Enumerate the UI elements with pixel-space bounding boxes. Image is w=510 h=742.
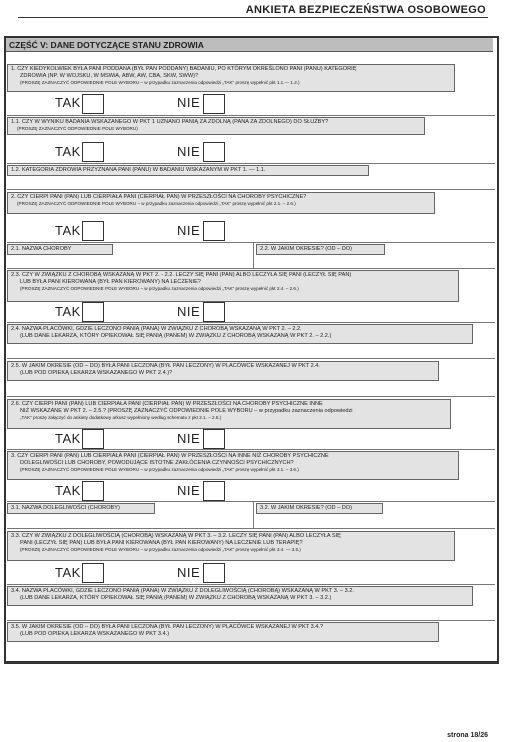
question-1-line1: 1. CZY KIEDYKOLWIEK BYŁA PANI PODDANA (BYŁ PAN PODDANY) BADANIU, PO KTÓRYM OKREŚLONO PANI (PANU) KATEGORIĘ <box>11 66 357 72</box>
question-1-1-note: (PROSZĘ ZAZNACZYĆ ODPOWIEDNIE POLE WYBORU) <box>17 126 138 132</box>
q3-3-yes-label: TAK <box>55 565 81 580</box>
question-2-4-line2: (LUB DANE LEKARZA, KTÓRY OPIEKOWAŁ SIĘ PANIĄ (PANEM) W ZWIĄZKU Z CHOROBĄ WSKAZANĄ W PKT 2. – 2.2.) <box>20 333 332 340</box>
question-1-1 <box>7 117 425 135</box>
question-2-2-label: 2.2. W JAKIM OKRESIE? (OD – DO) <box>260 246 353 252</box>
column-divider <box>253 242 254 268</box>
question-2-5 <box>7 361 439 381</box>
question-2-1 <box>7 244 113 255</box>
question-3-1-label: 3.1. NAZWA DOLEGLIWOŚCI (CHOROBY) <box>11 505 120 511</box>
question-2-3-note: (PROSZĘ ZAZNACZYĆ ODPOWIEDNIE POLE WYBORU – w przypadku zaznaczenia odpowiedzi „TAK" proszę wypełnić pkt 2.4. – 2.6.) <box>20 286 299 292</box>
separator <box>7 449 495 450</box>
q1-yes-checkbox[interactable] <box>82 94 104 114</box>
q1-no-checkbox[interactable] <box>203 94 225 114</box>
question-3-3-line2: PANI (LECZYŁ SIĘ PAN) LUB BYŁA PANI KIEROWANA (BYŁ PAN KIEROWANY) NA LECZENIE LUB TERAPIĘ? <box>20 540 303 547</box>
question-3-5 <box>7 622 439 642</box>
question-3-5-line1: 3.5. W JAKIM OKRESIE (OD – DO) BYŁA PANI LECZONA (BYŁ PAN LECZONY) W PLACÓWCE WSKAZANEJ W PKT 3.4.? <box>11 624 324 630</box>
question-2-1-label: 2.1. NAZWA CHOROBY <box>11 246 72 252</box>
question-3-1 <box>7 503 155 514</box>
q1-1-no-checkbox[interactable] <box>203 142 225 162</box>
header-rule <box>18 17 488 18</box>
q3-3-no-checkbox[interactable] <box>203 563 225 583</box>
q1-yes-label: TAK <box>55 95 81 110</box>
question-2 <box>7 192 435 214</box>
separator <box>7 620 495 621</box>
separator <box>7 501 495 502</box>
separator <box>7 115 495 116</box>
q2-6-no-label: NIE <box>177 431 201 446</box>
q3-yes-checkbox[interactable] <box>82 481 104 501</box>
question-2-6-note: „TAK" proszę załączyć do ankiety dodatkowy arkusz wypełniony według schematu z pkt 2.1. – 2.5.) <box>20 415 222 421</box>
separator <box>7 163 495 164</box>
question-2-2 <box>256 244 385 255</box>
q2-6-no-checkbox[interactable] <box>203 429 225 449</box>
page-number: strona 18/26 <box>447 732 488 739</box>
question-1-2-label: 1.2. KATEGORIA ZDROWIA PRZYZNANA PANI (PANU) W BADANIU WSKAZANYM W PKT 1. — 1.1. <box>11 167 266 173</box>
q2-yes-label: TAK <box>55 223 81 238</box>
q2-3-yes-checkbox[interactable] <box>82 302 104 322</box>
q3-3-no-label: NIE <box>177 565 201 580</box>
question-3-line2: DOLEGLIWOŚCI LUB CHOROBY, POWODUJĄCE ISTOTNE ZAKŁÓCENIA CZYNNOŚCI PSYCHICZNYCH? <box>20 460 294 467</box>
q1-1-yes-label: TAK <box>55 144 81 159</box>
question-3-2-label: 3.2. W JAKIM OKRESIE? (OD – DO) <box>260 505 353 511</box>
q1-no-label: NIE <box>177 95 201 110</box>
question-2-4 <box>7 324 473 344</box>
q2-3-no-label: NIE <box>177 304 201 319</box>
q3-3-yes-checkbox[interactable] <box>82 563 104 583</box>
question-2-3 <box>7 270 459 302</box>
question-3 <box>7 451 459 480</box>
question-3-4 <box>7 586 473 606</box>
q2-no-checkbox[interactable] <box>203 221 225 241</box>
question-2-line1: 2. CZY CIERPI PANI (PAN) LUB CIERPIAŁA PANI (CIERPIAŁ PAN) W PRZESZŁOŚCI NA CHOROBY PSYCHICZNE? <box>11 194 307 200</box>
separator <box>7 584 495 585</box>
column-divider <box>253 501 254 528</box>
question-3-note: (PROSZĘ ZAZNACZYĆ ODPOWIEDNIE POLE WYBORU – w przypadku zaznaczenia odpowiedzi „TAK" proszę wypełnić pkt 3.1. – 3.6.) <box>20 467 299 473</box>
question-2-6-line1: 2.6. CZY CIERPI PANI (PAN) LUB CIERPIAŁA PANI (CIERPIAŁ PAN) W PRZESZŁOŚCI NA CHOROBY PSYCHICZNE INNE <box>11 401 323 407</box>
q3-no-label: NIE <box>177 483 201 498</box>
question-2-6 <box>7 399 451 429</box>
question-1 <box>7 64 455 92</box>
q2-yes-checkbox[interactable] <box>82 221 104 241</box>
separator <box>7 242 495 243</box>
q1-1-no-label: NIE <box>177 144 201 159</box>
q2-no-label: NIE <box>177 223 201 238</box>
q3-yes-label: TAK <box>55 483 81 498</box>
question-3-3 <box>7 531 455 561</box>
q1-1-yes-checkbox[interactable] <box>82 142 104 162</box>
separator <box>7 322 495 323</box>
question-3-4-line1: 3.4. NAZWA PLACÓWKI, GDZIE LECZONO PANIĄ (PANA) W ZWIĄZKU Z DOLEGLIWOŚCIĄ (CHOROBĄ) WSKAZANĄ W PKT 3. – 3.2. <box>11 588 354 594</box>
question-2-5-line2: (LUB POD OPIEKĄ LEKARZA WSKAZANEGO W PKT 2.4.)? <box>20 370 173 377</box>
question-2-3-line1: 2.3. CZY W ZWIĄZKU Z CHOROBĄ WSKAZANĄ W PKT 2. - 2.2. LECZY SIĘ PANI (PAN) ALBO LECZYŁA SIĘ PANI (LECZYŁ SIĘ PAN) <box>11 272 352 278</box>
question-2-3-line2: LUB BYŁA PANI KIEROWANA (BYŁ PAN KIEROWANY) NA LECZENIE? <box>20 279 201 286</box>
separator <box>7 396 495 397</box>
separator <box>7 189 495 190</box>
section-title: CZĘŚĆ V: DANE DOTYCZĄCE STANU ZDROWIA <box>6 38 493 52</box>
separator <box>7 358 495 359</box>
q2-3-yes-label: TAK <box>55 304 81 319</box>
question-1-note: (PROSZĘ ZAZNACZYĆ ODPOWIEDNIE POLE WYBORU – w przypadku zaznaczenia odpowiedzi „TAK" proszę wypełnić pkt 1.1.— 1.2.) <box>20 80 300 86</box>
question-3-5-line2: (LUB POD OPIEKĄ LEKARZA WSKAZANEGO W PKT 3.4.) <box>20 631 170 638</box>
question-2-4-line1: 2.4. NAZWA PLACÓWKI, GDZIE LECZONO PANIĄ (PANA) W ZWIĄZKU Z CHOROBĄ WSKAZANĄ W PKT 2. – 2.2. <box>11 326 302 332</box>
question-3-3-line1: 3.3. CZY W ZWIĄZKU Z DOLEGLIWOŚCIĄ (CHOROBĄ) WSKAZANĄ W PKT 3. – 3.2. LECZY SIĘ PANI (PAN) ALBO LECZYŁA SIĘ <box>11 533 341 539</box>
separator <box>7 268 495 269</box>
question-1-line2: ZDROWIA (NP. W WOJSKU, W MSWiA, ABW, AW, CBA, SKW, SWW)? <box>20 73 199 80</box>
q2-6-yes-label: TAK <box>55 431 81 446</box>
question-3-3-note: (PROSZĘ ZAZNACZYĆ ODPOWIEDNIE POLE WYBORU – w przypadku zaznaczenia odpowiedzi „TAK" proszę wypełnić pkt 3.4. — 3.5.) <box>20 547 301 553</box>
question-1-2 <box>7 165 369 176</box>
question-2-5-line1: 2.5. W JAKIM OKRESIE (OD – DO) BYŁA PANI LECZONA (BYŁ PAN LECZONY) W PLACÓWCE WSKAZANEJ W PKT 2.4. <box>11 363 320 369</box>
q2-6-yes-checkbox[interactable] <box>82 429 104 449</box>
document-title: ANKIETA BEZPIECZEŃSTWA OSOBOWEGO <box>245 4 486 16</box>
question-2-note: (PROSZĘ ZAZNACZYĆ ODPOWIEDNIE POLE WYBORU – w przypadku zaznaczenia odpowiedzi „TAK" proszę wypełnić pkt 2.1. – 2.6.) <box>17 201 296 207</box>
question-3-2 <box>256 503 383 514</box>
q3-no-checkbox[interactable] <box>203 481 225 501</box>
question-2-6-line2: NIŻ WSKAZANE W PKT 2. – 2.5.? (PROSZĘ ZAZNACZYĆ ODPOWIEDNIE POLE WYBORU – w przypadku zaznaczenia odpowiedzi <box>20 408 353 415</box>
separator <box>7 528 495 529</box>
question-3-4-line2: (LUB DANE LEKARZA, KTÓRY OPIEKOWAŁ SIĘ PANIĄ (PANEM) W ZWIĄZKU Z CHOROBĄ WSKAZANĄ W PKT 3. – 3.2.) <box>20 595 332 602</box>
question-3-line1: 3. CZY CIERPI PANI (PAN) LUB CIERPIAŁA PANI (CIERPIAŁ PAN) W PRZESZŁOŚCI NA INNE NIŻ CHOROBY PSYCHICZNE <box>11 453 329 459</box>
question-1-1-line1: 1.1. CZY W WYNIKU BADANIA WSKAZANEGO W PKT 1 UZNANO PANIĄ ZA ZDOLNĄ (PANA ZA ZDOLNEGO) DO SŁUŻBY? <box>11 119 329 125</box>
q2-3-no-checkbox[interactable] <box>203 302 225 322</box>
